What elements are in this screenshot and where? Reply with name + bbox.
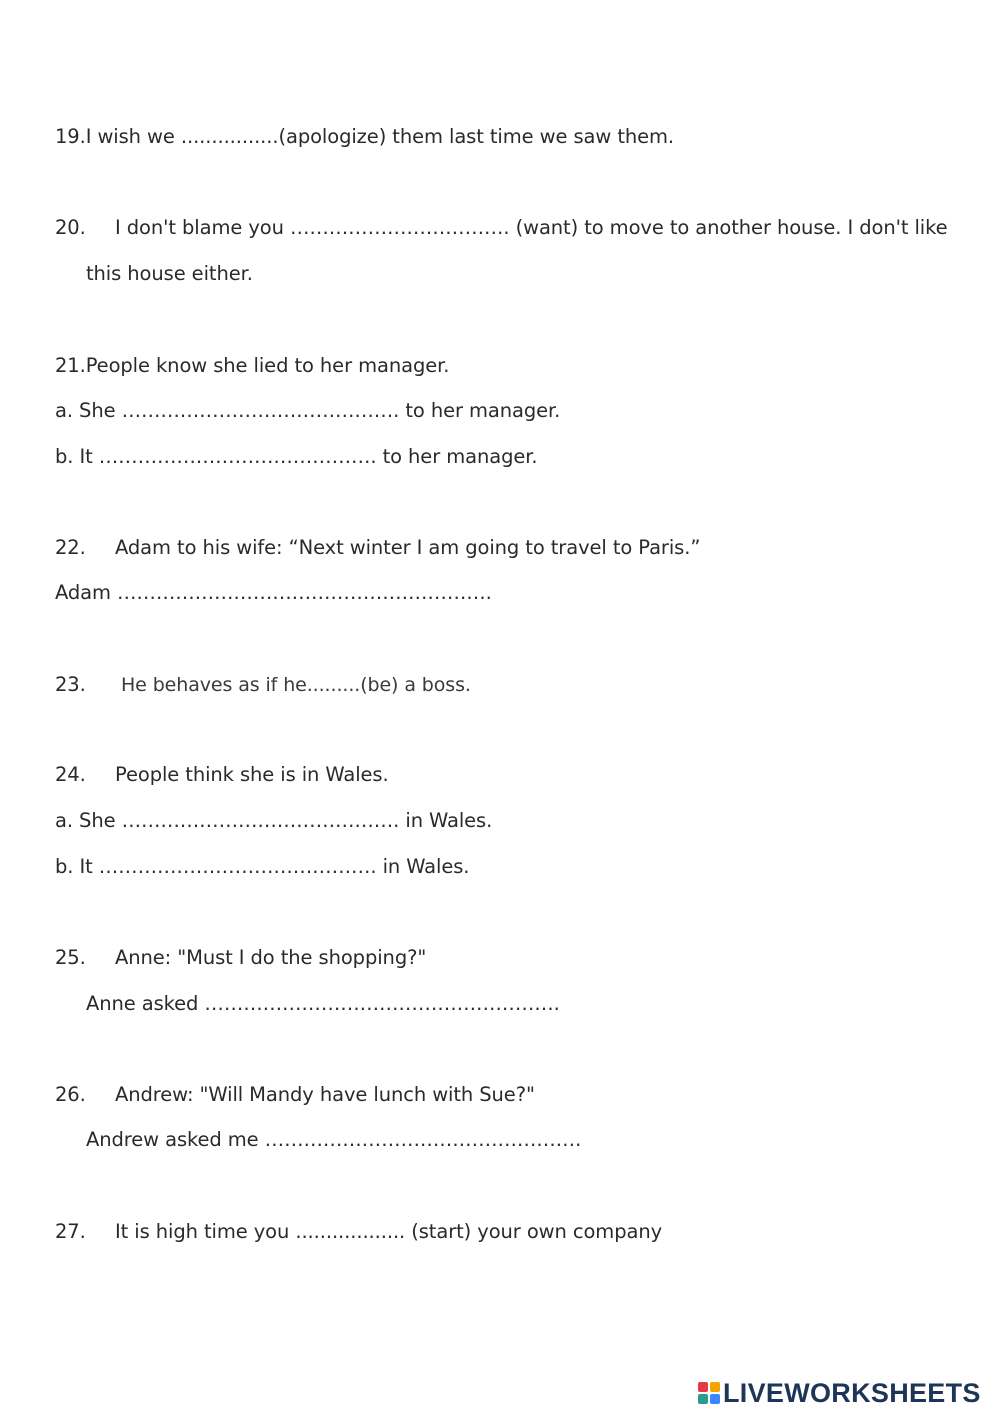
q22-answer: Adam ………………………………………………….	[55, 581, 492, 604]
q22-number: 22.	[55, 536, 86, 559]
q22-prompt: Adam to his wife: “Next winter I am going to travel to Paris.”	[115, 536, 701, 559]
q19-text: 19.I wish we ................(apologize) them last time we saw them.	[55, 125, 675, 148]
q24-answer-b: b. It ……………………………………. in Wales.	[55, 855, 470, 878]
q23-number: 23.	[55, 673, 86, 696]
q20-line2: this house either.	[86, 262, 253, 285]
q20-line1: I don't blame you ……………………………. (want) to move to another house. I don't like	[115, 216, 948, 239]
q26-prompt: Andrew: "Will Mandy have lunch with Sue?"	[115, 1083, 535, 1106]
liveworksheets-logo	[698, 1378, 981, 1408]
q20-number: 20.	[55, 216, 86, 239]
q24-prompt: People think she is in Wales.	[115, 763, 389, 786]
q24-number: 24.	[55, 763, 86, 786]
liveworksheets-logo-icon	[698, 1382, 720, 1404]
q27-text: It is high time you .................. (start) your own company	[115, 1220, 663, 1243]
q25-answer: Anne asked ……………………………………………….	[86, 992, 560, 1015]
q21-answer-a: a. She ……………………………………. to her manager.	[55, 399, 561, 422]
q21-answer-b: b. It ……………………………………. to her manager.	[55, 445, 538, 468]
q25-number: 25.	[55, 946, 86, 969]
q26-answer: Andrew asked me ………………………………………….	[86, 1128, 582, 1151]
q27-number: 27.	[55, 1220, 86, 1243]
q25-prompt: Anne: "Must I do the shopping?"	[115, 946, 427, 969]
q23-text: He behaves as if he.........(be) a boss.	[121, 674, 471, 696]
q21-prompt: 21.People know she lied to her manager.	[55, 354, 450, 377]
q26-number: 26.	[55, 1083, 86, 1106]
q24-answer-a: a. She ……………………………………. in Wales.	[55, 809, 493, 832]
logo-text: LIVEWORKSHEETS	[723, 1378, 981, 1408]
